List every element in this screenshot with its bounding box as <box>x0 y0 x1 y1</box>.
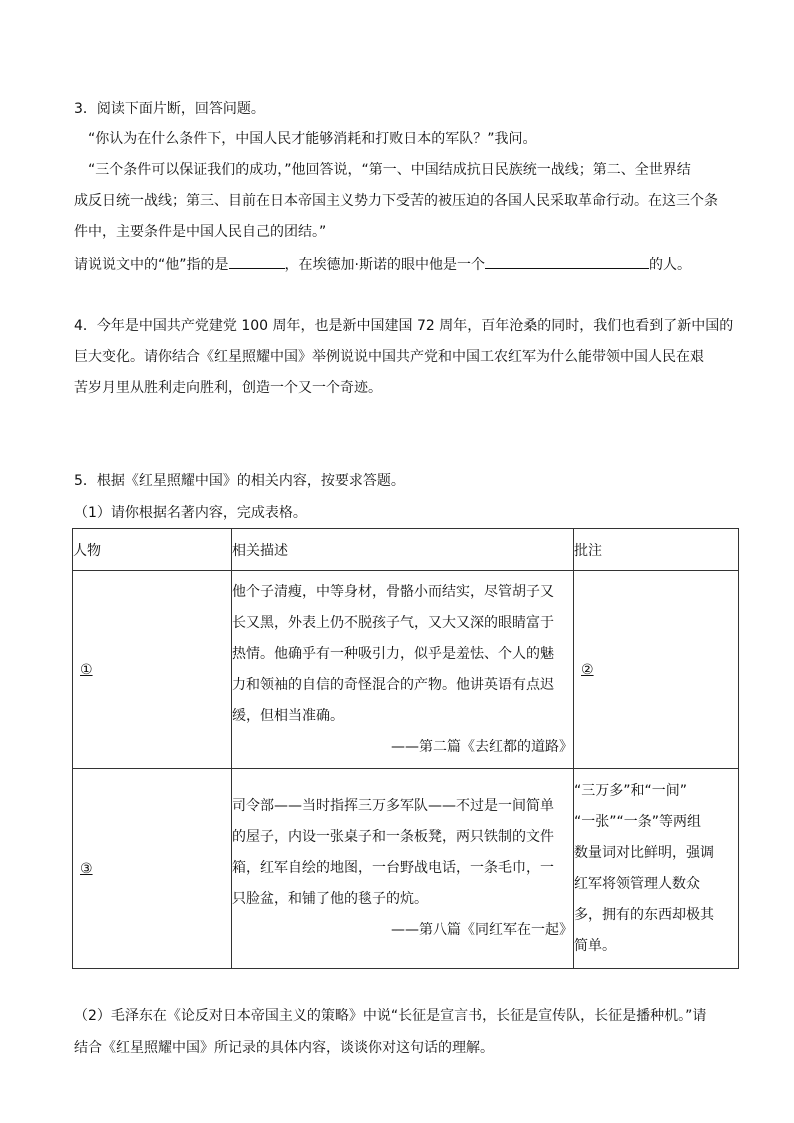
note-line: 简单。 <box>574 937 616 954</box>
q5-sub-1: （1）请你根据名著内容，完成表格。 <box>74 505 307 521</box>
q3-paragraph-1: “你认为在什么条件下，中国人民才能够消耗和打败日本的军队？”我问。 <box>88 131 537 147</box>
description-cell <box>232 571 574 769</box>
description-line: 他个子清瘦，中等身材，骨骼小而结实，尽管胡子又 <box>232 583 554 600</box>
table-row <box>73 571 739 769</box>
note-cell <box>574 769 739 969</box>
q5-sub-2-line-1: （2）毛泽东在《论反对日本帝国主义的策略》中说“长征是宣言书，长征是宣传队，长征是播种机。”请 <box>74 1008 707 1024</box>
header-person: 人物 <box>73 529 232 571</box>
person-cell <box>73 571 232 769</box>
description-source: ——第八篇《同红军在一起》 <box>391 922 573 938</box>
q3-paragraph-2-line-1: “三个条件可以保证我们的成功，”他回答说，“第一、中国结成抗日民族统一战线；第二、全世界结 <box>88 162 691 178</box>
q3-title: 3．阅读下面片断，回答问题。 <box>74 101 265 117</box>
person-blank-3[interactable]: ③ <box>80 860 93 877</box>
table-header-row <box>73 529 739 571</box>
person-cell <box>73 769 232 969</box>
person-blank-1[interactable]: ① <box>80 661 93 678</box>
description-line: 缓，但相当准确。 <box>232 707 344 724</box>
description-line: 力和领袖的自信的奇怪混合的产物。他讲英语有点迟 <box>232 676 554 693</box>
description-line: 司令部——当时指挥三万多军队——不过是一间简单 <box>232 798 554 814</box>
q4-line-1: 4．今年是中国共产党建党 100 周年，也是新中国建国 72 周年，百年沧桑的同时，我们也看到了新中国的 <box>74 318 734 334</box>
description-cell <box>232 769 574 969</box>
note-line: 数量词对比鲜明，强调 <box>574 844 714 861</box>
q3-question <box>74 254 691 275</box>
header-note: 批注 <box>574 529 739 571</box>
q4-line-3: 苦岁月里从胜利走向胜利，创造一个又一个奇迹。 <box>74 380 382 396</box>
q5-sub-2-line-2: 结合《红星照耀中国》所记录的具体内容，谈谈你对这句话的理解。 <box>74 1040 494 1056</box>
description-line: 热情。他确乎有一种吸引力，似乎是羞怯、个人的魅 <box>232 645 554 662</box>
q3-paragraph-2-line-2: 成反日统一战线；第三、目前在日本帝国主义势力下受苦的被压迫的各国人民采取革命行动。在这三个条 <box>74 193 718 209</box>
note-line: “三万多”和“一间” <box>574 782 688 799</box>
q4-line-2: 巨大变化。请你结合《红星照耀中国》举例说说中国共产党和中国工农红军为什么能带领中国人民在艰 <box>74 349 704 365</box>
answer-blank-2[interactable] <box>485 254 649 269</box>
table-row <box>73 769 739 969</box>
q3-question-part-3: 的人。 <box>648 257 691 273</box>
description-line: 只脸盆，和铺了他的毯子的炕。 <box>232 891 428 907</box>
description-line: 长又黑，外表上仍不脱孩子气，又大又深的眼睛富于 <box>232 614 554 631</box>
q3-question-part-1: 请说说文中的“他”指的是 <box>74 257 229 273</box>
description-line: 的屋子，内设一张桌子和一条板凳，两只铁制的文件 <box>232 829 554 845</box>
header-description: 相关描述 <box>232 529 574 571</box>
character-table <box>72 528 739 969</box>
q5-title: 5．根据《红星照耀中国》的相关内容，按要求答题。 <box>74 473 405 489</box>
note-line: “一张”“一条”等两组 <box>574 813 702 830</box>
description-line: 箱，红军自绘的地图，一台野战电话，一条毛巾，一 <box>232 860 554 876</box>
note-line: 多，拥有的东西却极其 <box>574 906 714 923</box>
note-blank-2[interactable]: ② <box>581 661 594 678</box>
note-cell <box>574 571 739 769</box>
description-source: ——第二篇《去红都的道路》 <box>391 738 573 755</box>
q3-question-part-2: ，在埃德加·斯诺的眼中他是一个 <box>284 257 485 273</box>
answer-blank-1[interactable] <box>229 254 285 269</box>
q3-paragraph-2-line-3: 件中，主要条件是中国人民自己的团结。” <box>74 224 327 240</box>
note-line: 红军将领管理人数众 <box>574 875 700 892</box>
